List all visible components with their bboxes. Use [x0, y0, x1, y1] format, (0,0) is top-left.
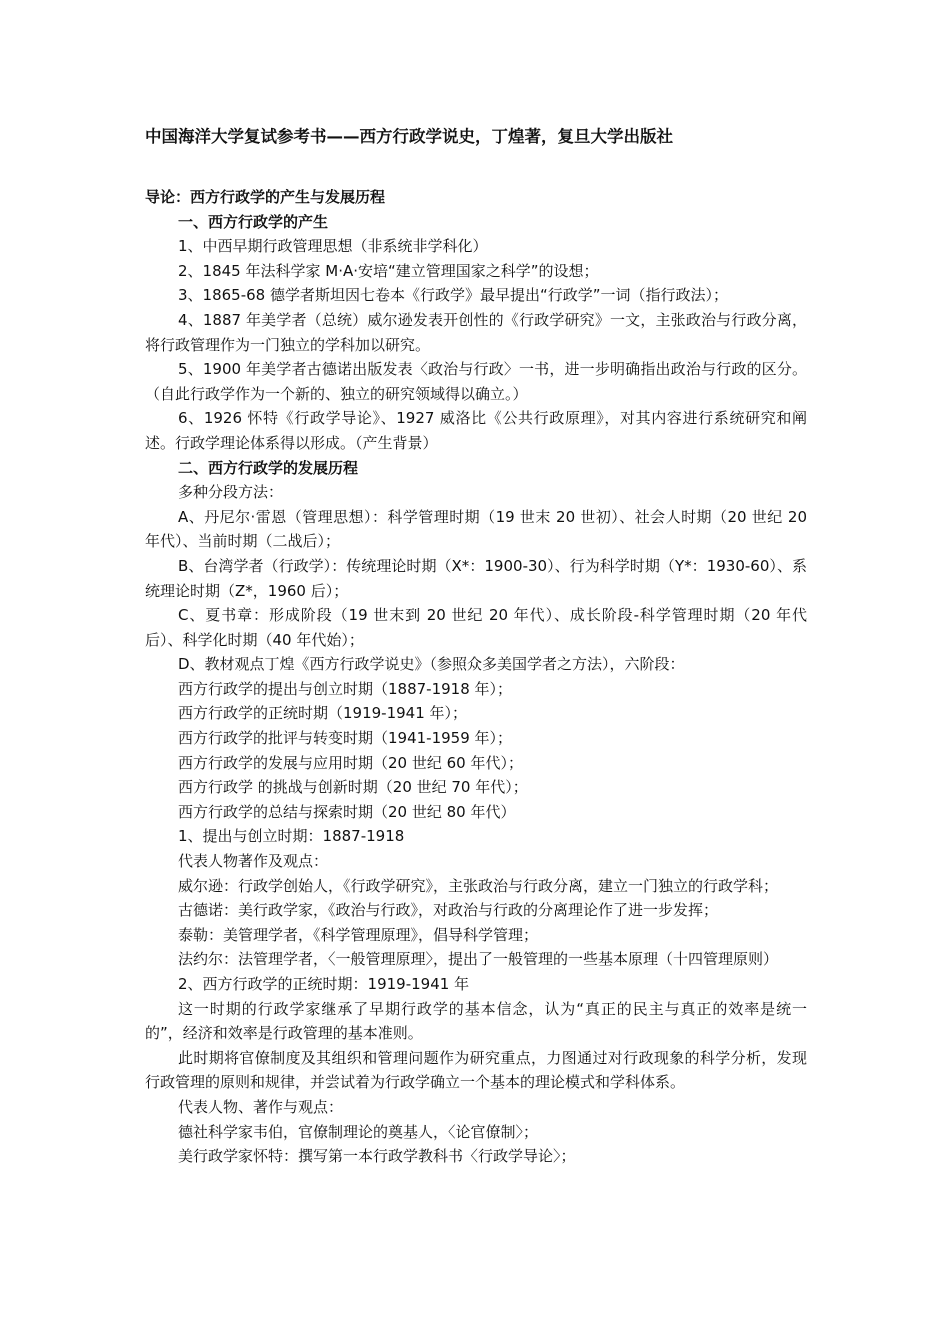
paragraph: 古德诺：美行政学家，《政治与行政》，对政治与行政的分离理论作了进一步发挥； — [178, 901, 719, 920]
paragraph: 美行政学家怀特：撰写第一本行政学教科书〈行政学导论〉； — [178, 1147, 576, 1166]
paragraph: 代表人物、著作与观点： — [178, 1097, 344, 1116]
period-item: 西方行政学的总结与探索时期（20 世纪 80 年代） — [178, 802, 516, 821]
paragraph: 6、1926 怀特《行政学导论》、1927 威洛比《公共行政原理》，对其内容进行系统研究和阐述。行政学理论体系得以形成。（产生背景） — [145, 409, 807, 452]
document-title: 中国海洋大学复试参考书——西方行政学说史，丁煌著，复旦大学出版社 — [145, 127, 673, 146]
period-item: 西方行政学的发展与应用时期（20 世纪 60 年代）； — [178, 753, 523, 772]
period-item: 西方行政学的批评与转变时期（1941-1959 年）； — [178, 729, 513, 748]
paragraph: C、夏书章：形成阶段（19 世末到 20 世纪 20 年代）、成长阶段-科学管理时期（20 年代后）、科学化时期（40 年代始）； — [145, 606, 807, 649]
period-item: 西方行政学的正统时期（1919-1941 年）； — [178, 704, 468, 723]
paragraph: 代表人物著作及观点： — [178, 852, 329, 871]
paragraph: B、台湾学者（行政学）：传统理论时期（X*：1900-30）、行为科学时期（Y*：1930-60）、系统理论时期（Z*，1960 后）； — [145, 556, 807, 600]
paragraph: 泰勒：美管理学者，《科学管理原理》，倡导科学管理； — [178, 925, 539, 944]
document-page — [145, 125, 807, 1169]
paragraph: 1、中西早期行政管理思想（非系统非学科化） — [178, 237, 488, 256]
paragraph: A、丹尼尔·雷恩（管理思想）：科学管理时期（19 世末 20 世初）、社会人时期（20 世纪 20 年代）、当前时期（二战后）； — [145, 507, 807, 551]
paragraph: 5、1900 年美学者古德诺出版发表〈政治与行政〉一书，进一步明确指出政治与行政的区分。（自此行政学作为一个新的、独立的研究领域得以确立。） — [145, 360, 807, 403]
paragraph: 德社科学家韦伯，官僚制理论的奠基人，〈论官僚制〉； — [178, 1122, 539, 1141]
period-item: 西方行政学的提出与创立时期（1887-1918 年）； — [178, 679, 513, 698]
section-heading: 一、西方行政学的产生 — [178, 212, 329, 231]
paragraph: 3、1865-68 德学者斯坦因七卷本《行政学》最早提出“行政学”一词（指行政法）； — [178, 286, 729, 305]
paragraph: 多种分段方法： — [178, 483, 284, 502]
paragraph: D、教材观点丁煌《西方行政学说史》（参照众多美国学者之方法），六阶段： — [178, 655, 685, 674]
paragraph: 4、1887 年美学者（总统）威尔逊发表开创性的《行政学研究》一文，主张政治与行政分离，将行政管理作为一门独立的学科加以研究。 — [145, 310, 807, 354]
intro-heading: 导论：西方行政学的产生与发展历程 — [145, 188, 386, 206]
subsection-heading: 2、西方行政学的正统时期：1919-1941 年 — [178, 975, 470, 993]
subsection-heading: 1、提出与创立时期：1887-1918 — [178, 827, 405, 846]
period-item: 西方行政学 的挑战与创新时期（20 世纪 70 年代）； — [178, 778, 528, 797]
paragraph: 2、1845 年法科学家 M·A·安培“建立管理国家之科学”的设想； — [178, 261, 599, 280]
paragraph: 这一时期的行政学家继承了早期行政学的基本信念，认为“真正的民主与真正的效率是统一的”，经济和效率是行政管理的基本准则。 — [145, 999, 807, 1043]
paragraph: 威尔逊：行政学创始人，《行政学研究》，主张政治与行政分离，建立一门独立的行政学科； — [178, 876, 779, 895]
section-heading: 二、西方行政学的发展历程 — [178, 458, 359, 477]
paragraph: 法约尔：法管理学者，〈一般管理原理〉，提出了一般管理的一些基本原理（十四管理原则） — [178, 950, 779, 969]
paragraph: 此时期将官僚制度及其组织和管理问题作为研究重点，力图通过对行政现象的科学分析，发现行政管理的原则和规律，并尝试着为行政学确立一个基本的理论模式和学科体系。 — [145, 1048, 807, 1092]
